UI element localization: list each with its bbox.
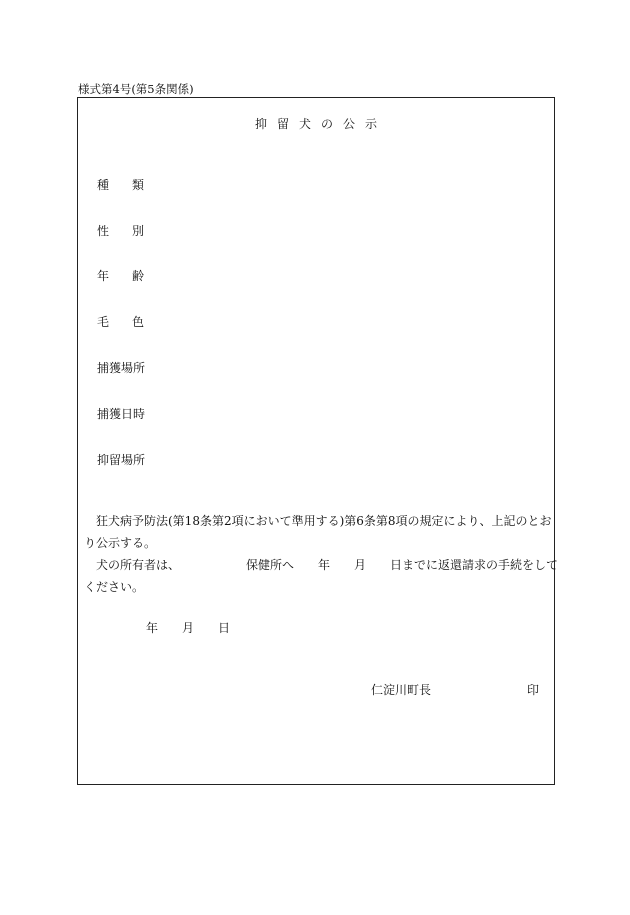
return-request-line-2: ください。 xyxy=(84,580,145,594)
field-species xyxy=(97,177,144,193)
field-detention-place: 抑留場所 xyxy=(97,453,146,467)
field-sex-char-1: 性 xyxy=(97,224,110,238)
field-age-char-1: 年 xyxy=(97,269,110,283)
field-species-char-2: 類 xyxy=(131,178,144,192)
document-title: 抑留犬の公示 xyxy=(254,117,387,131)
field-sex-char-2: 別 xyxy=(131,224,144,238)
field-sex xyxy=(97,223,144,239)
return-request-paragraph xyxy=(84,554,559,598)
field-capture-place: 捕獲場所 xyxy=(97,361,146,375)
return-request-line-1: 犬の所有者は、 保健所へ 年 月 日までに返還請求の手続をして xyxy=(84,558,559,572)
seal-mark: 印 xyxy=(527,683,540,697)
field-coat-color xyxy=(97,314,144,330)
form-number-label: 様式第4号(第5条関係) xyxy=(78,82,194,96)
legal-basis-line-2: り公示する。 xyxy=(84,536,157,550)
legal-basis-line-1: 狂犬病予防法(第18条第2項において準用する)第6条第8項の規定により、上記のとお xyxy=(84,514,552,528)
field-coat-char-1: 毛 xyxy=(97,315,110,329)
notice-date: 年 月 日 xyxy=(146,621,231,635)
mayor-title: 仁淀川町長 xyxy=(371,683,432,697)
field-capture-datetime: 捕獲日時 xyxy=(97,407,146,421)
legal-basis-paragraph xyxy=(84,510,550,554)
field-age xyxy=(97,268,144,284)
field-coat-char-2: 色 xyxy=(131,315,144,329)
public-notice-form xyxy=(77,97,559,785)
field-species-char-1: 種 xyxy=(97,178,110,192)
field-age-char-2: 齢 xyxy=(131,269,144,283)
